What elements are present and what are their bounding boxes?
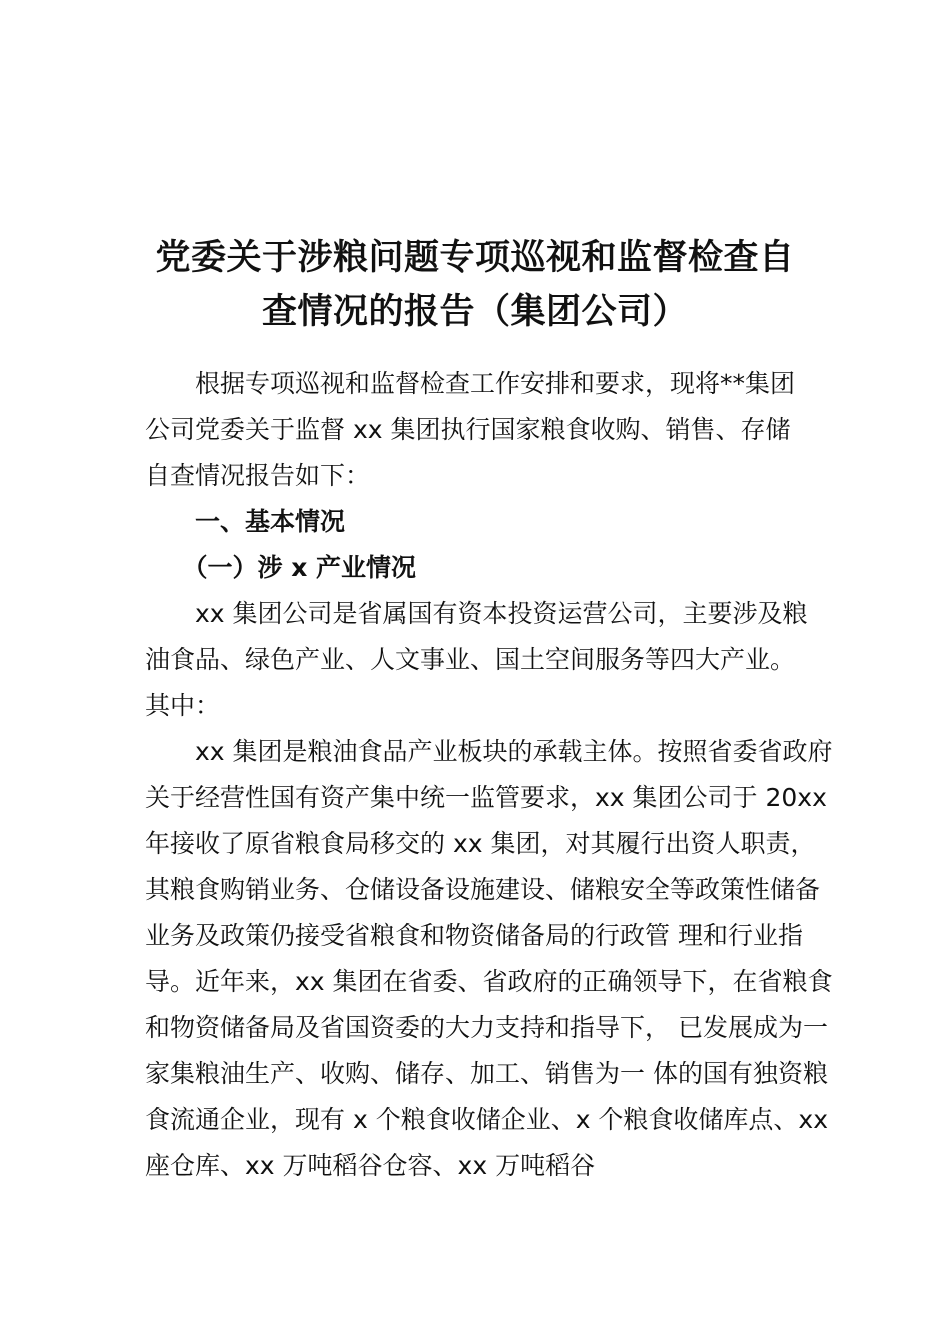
body-line: 座仓库、xx 万吨稻谷仓容、xx 万吨稻谷 — [145, 1151, 596, 1180]
section-heading: 一、基本情况 — [145, 507, 346, 536]
body-line: 业务及政策仍接受省粮食和物资储备局的行政管 理和行业指 — [145, 921, 803, 950]
document-title-line-2: 查情况的报告（集团公司） — [261, 292, 688, 332]
document-title-line-1: 党委关于涉粮问题专项巡视和监督检查自 — [155, 238, 795, 278]
body-line: 关于经营性国有资产集中统一监管要求，xx 集团公司于 20xx — [145, 783, 827, 812]
body-line: 自查情况报告如下： — [145, 461, 371, 490]
body-line: 油食品、绿色产业、人文事业、国土空间服务等四大产业。 — [145, 645, 796, 674]
body-line: 和物资储备局及省国资委的大力支持和指导下， 已发展成为一 — [145, 1013, 828, 1042]
body-line: 年接收了原省粮食局移交的 xx 集团，对其履行出资人职责， — [145, 829, 816, 858]
subsection-heading: （一）涉 x 产业情况 — [145, 553, 417, 582]
body-line: xx 集团是粮油食品产业板块的承载主体。按照省委省政府 — [145, 737, 833, 766]
body-line: 导。近年来，xx 集团在省委、省政府的正确领导下，在省粮食 — [145, 967, 833, 996]
body-line: 其中： — [145, 691, 221, 720]
body-line: 其粮食购销业务、仓储设备设施建设、储粮安全等政策性储备 — [145, 875, 821, 904]
body-line: 食流通企业，现有 x 个粮食收储企业、x 个粮食收储库点、xx — [145, 1105, 829, 1134]
body-line: 根据专项巡视和监督检查工作安排和要求，现将**集团 — [145, 369, 796, 398]
body-line: 家集粮油生产、收购、储存、加工、销售为一 体的国有独资粮 — [145, 1059, 828, 1088]
body-line: 公司党委关于监督 xx 集团执行国家粮食收购、销售、存储 — [145, 415, 791, 444]
body-line: xx 集团公司是省属国有资本投资运营公司，主要涉及粮 — [145, 599, 808, 628]
